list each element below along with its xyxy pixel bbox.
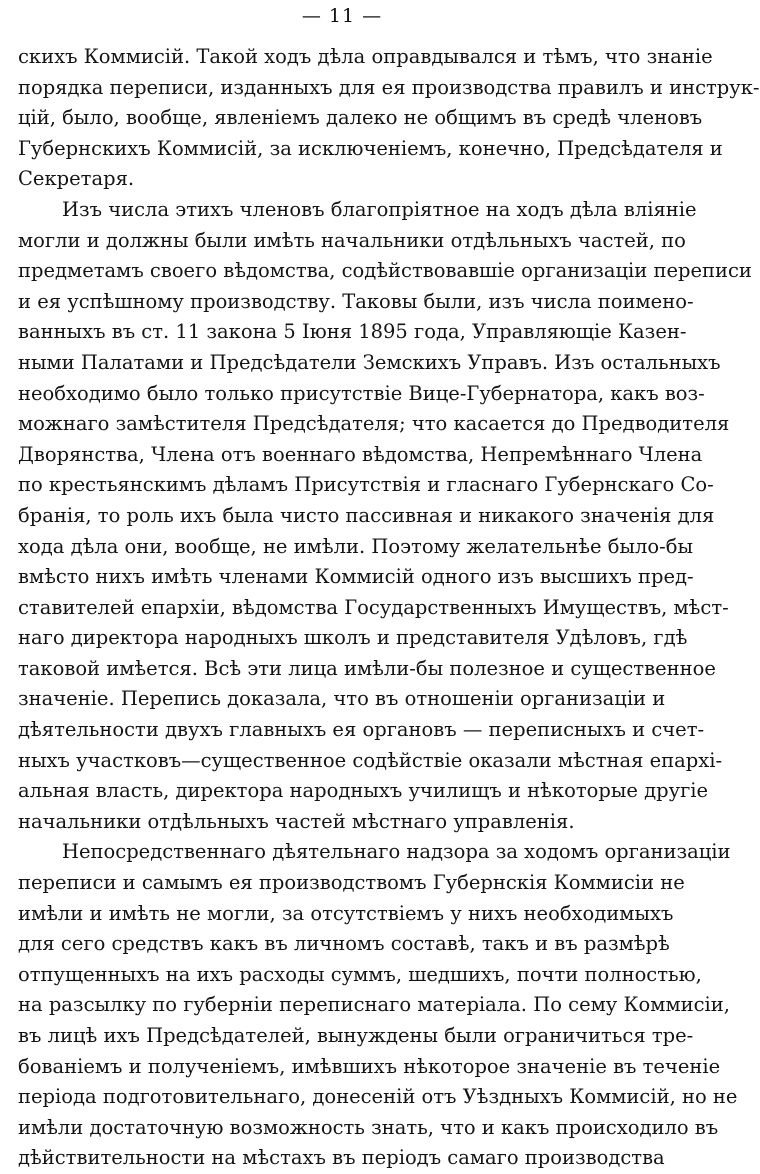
text-line: начальники отдѣльныхъ частей мѣстнаго управленія.	[18, 809, 575, 833]
text-line: предметамъ своего вѣдомства, содѣйствовавшіе организаціи переписи	[18, 259, 752, 283]
text-line: хода дѣла они, вообще, не имѣли. Поэтому желательнѣе было-бы	[18, 534, 693, 558]
text-line: альная власть, директора народныхъ училищъ и нѣкоторые другіе	[18, 779, 709, 803]
text-line: цій, было, вообще, явленіемъ далеко не общимъ въ средѣ членовъ	[18, 106, 703, 130]
text-line: необходимо было только присутствіе Вице-Губернатора, какъ воз-	[18, 381, 705, 405]
text-line: для сего средствъ какъ въ личномъ составѣ, такъ и въ размѣрѣ	[18, 932, 670, 956]
text-line: переписи и самымъ ея производствомъ Губернскія Коммисіи не	[18, 871, 685, 895]
text-line: Губернскихъ Коммисій, за исключеніемъ, конечно, Предсѣдателя и	[18, 136, 723, 160]
text-line: могли и должны были имѣть начальники отдѣльныхъ частей, по	[18, 228, 686, 252]
text-line: на разсылку по губерніи переписнаго матеріала. По сему Коммисіи,	[18, 993, 730, 1017]
text-line: Секретаря.	[18, 167, 135, 191]
text-line: ванныхъ въ ст. 11 закона 5 Іюня 1895 года, Управляющіе Казен-	[18, 320, 687, 344]
text-line: бованіемъ и полученіемъ, имѣвшихъ нѣкоторое значеніе въ теченіе	[18, 1054, 721, 1078]
text-line: наго директора народныхъ школъ и представителя Удѣловъ, гдѣ	[18, 626, 688, 650]
text-line: дѣйствительности на мѣстахъ въ періодъ самаго производства	[18, 1146, 665, 1170]
text-line: имѣли достаточную возможность знать, что и какъ происходило въ	[18, 1115, 719, 1139]
text-line: въ лицѣ ихъ Предсѣдателей, вынуждены были ограничиться тре-	[18, 1024, 694, 1047]
text-line: имѣли и имѣть не могли, за отсутствіемъ у нихъ необходимыхъ	[18, 901, 674, 925]
text-line: порядка переписи, изданныхъ для ея производства правилъ и инструк-	[18, 75, 760, 99]
text-line: можнаго замѣстителя Предсѣдателя; что касается до Предводителя	[18, 412, 730, 436]
text-line: по крестьянскимъ дѣламъ Присутствія и гласнаго Губернскаго Со-	[18, 473, 714, 497]
text-line: періода подготовительнаго, донесеній отъ Уѣздныхъ Коммисій, но не	[18, 1085, 738, 1109]
text-line: ными Палатами и Предсѣдатели Земскихъ Управъ. Изъ остальныхъ	[18, 350, 721, 374]
text-line: бранія, то роль ихъ была чисто пассивная и никакого значенія для	[18, 503, 715, 527]
text-line: таковой имѣется. Всѣ эти лица имѣли-бы полезное и существенное	[18, 656, 716, 680]
text-line: и ея успѣшному производству. Таковы были, изъ числа поимено-	[18, 289, 694, 313]
text-line: отпущенныхъ на ихъ расходы суммъ, шедшихъ, почти полностью,	[18, 962, 702, 986]
text-line: Дворянства, Члена отъ военнаго вѣдомства, Непремѣннаго Члена	[18, 442, 703, 466]
text-line: ныхъ участковъ—существенное содѣйствіе оказали мѣстная епархі-	[18, 748, 723, 772]
body-text	[18, 42, 760, 1174]
text-line: Изъ числа этихъ членовъ благопріятное на ходъ дѣла вліяніе	[62, 197, 697, 221]
text-line: дѣятельности двухъ главныхъ ея органовъ — переписныхъ и счет-	[18, 718, 705, 742]
text-line: скихъ Коммисій. Такой ходъ дѣла оправдывался и тѣмъ, что знаніе	[18, 45, 713, 68]
text-line: ставителей епархіи, вѣдомства Государственныхъ Имуществъ, мѣст-	[18, 595, 729, 619]
text-line: Непосредственнаго дѣятельнаго надзора за ходомъ организаціи	[62, 840, 731, 864]
text-line: значеніе. Перепись доказала, что въ отношеніи организаціи и	[18, 687, 666, 711]
text-line: вмѣсто нихъ имѣть членами Коммисій одного изъ высшихъ пред-	[18, 565, 694, 589]
page-number: — 11 —	[301, 5, 383, 27]
